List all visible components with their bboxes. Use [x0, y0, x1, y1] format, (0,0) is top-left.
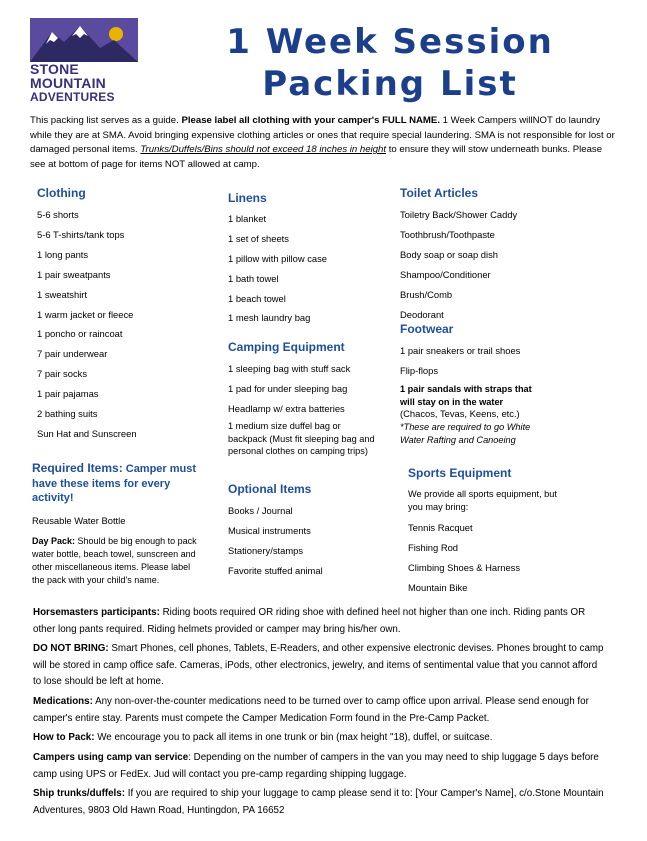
list-item: 1 sweatshirt	[37, 289, 88, 300]
list-item: 2 bathing suits	[37, 408, 98, 419]
medications-label: Medications:	[33, 696, 93, 707]
list-item: 5-6 shorts	[37, 209, 79, 220]
list-item: 1 poncho or raincoat	[37, 328, 123, 339]
camping-heading: Camping Equipment	[228, 340, 345, 354]
toilet-heading: Toilet Articles	[400, 186, 479, 200]
intro-text-1: This packing list serves as a guide.	[30, 115, 182, 126]
linens-heading: Linens	[228, 191, 267, 205]
day-pack-note	[32, 535, 197, 587]
list-item: Sun Hat and Sunscreen	[37, 428, 137, 439]
horsemasters-text: Riding boots required OR riding shoe with defined heel not higher than one inch. Riding pants OR other long pants required. Riding helmets provided or camper may bring his/her own.	[33, 607, 586, 635]
horsemasters-label: Horsemasters participants:	[33, 607, 160, 618]
list-item: Flip-flops	[400, 365, 439, 376]
how-to-pack-text: We encourage you to pack all items in one trunk or bin (max height "18), duffel, or suitcase.	[94, 732, 493, 743]
do-not-bring-paragraph	[33, 641, 608, 691]
list-item: 7 pair socks	[37, 368, 88, 379]
list-item: Fishing Rod	[408, 542, 459, 553]
list-item: 1 pad for under sleeping bag	[228, 383, 348, 394]
list-item: 1 blanket	[228, 213, 267, 224]
list-item: Body soap or soap dish	[400, 249, 498, 260]
page-title-line-1: 1 Week Session	[226, 22, 554, 62]
intro-italic: Trunks/Duffels/Bins should not exceed 18 inches in height	[140, 144, 387, 155]
list-item: Shampoo/Conditioner	[400, 269, 491, 280]
water-bottle-item: Reusable Water Bottle	[32, 515, 126, 526]
list-item: Mountain Bike	[408, 582, 468, 593]
van-service-text: : Depending on the number of campers in the van you may need to ship luggage 5 days before camp using UPS or FedEx. Jud will contact you pre-camp regarding shipping luggage.	[33, 752, 599, 780]
footwear-heading: Footwear	[400, 322, 454, 336]
page-title-line-2: Packing List	[262, 64, 518, 104]
do-not-bring-text: Smart Phones, cell phones, Tablets, E-Readers, and other expensive electronic devises. Phones brought to camp will be stored in camp office safe. Cameras, iPods, other electronics, jewelry, and items of sentimental value that you cannot afford to lose should be left at home.	[33, 643, 604, 687]
list-item: Deodorant	[400, 309, 444, 320]
list-item: 1 sleeping bag with stuff sack	[228, 363, 351, 374]
intro-text-3: to ensure they will stow underneath bunks. Please see at bottom of page for items NOT allowed at camp.	[30, 144, 603, 170]
logo	[30, 18, 138, 104]
sports-intro: We provide all sports equipment, but you may bring:	[408, 489, 557, 512]
horsemasters-paragraph	[33, 605, 608, 638]
van-service-paragraph	[33, 750, 608, 783]
list-item: Favorite stuffed animal	[228, 565, 323, 576]
how-to-pack-paragraph	[33, 730, 608, 747]
day-pack-label: Day Pack:	[32, 536, 76, 546]
mountain-logo-icon	[30, 18, 138, 62]
sandals-note: *These are required to go White Water Rafting and Canoeing	[400, 422, 531, 445]
duffel-item: 1 medium size duffel bag or backpack (Must fit sleeping bag and personal clothes on camping trips)	[228, 421, 375, 456]
required-items-label: Required Items:	[32, 461, 123, 475]
list-item: 1 mesh laundry bag	[228, 312, 311, 323]
list-item: Climbing Shoes & Harness	[408, 562, 521, 573]
list-item: Musical instruments	[228, 525, 311, 536]
list-item: 7 pair underwear	[37, 348, 108, 359]
list-item: Toiletry Back/Shower Caddy	[400, 209, 518, 220]
ship-trunks-label: Ship trunks/duffels:	[33, 788, 125, 799]
day-pack-text: Should be big enough to pack water bottle, beach towel, sunscreen and other miscellaneous items. Please label the pack with your child's name.	[32, 536, 197, 585]
logo-text-2: MOUNTAIN	[30, 75, 106, 91]
do-not-bring-label: DO NOT BRING:	[33, 643, 109, 654]
medications-paragraph	[33, 694, 608, 727]
intro-text-2: 1 Week Campers willNOT do laundry while they are at SMA. Avoid bringing expensive clothing articles or ones that require special laundering. SMA is not responsible for lost or damaged personal items.	[30, 115, 615, 155]
list-item: Brush/Comb	[400, 289, 453, 300]
optional-heading: Optional Items	[228, 482, 312, 496]
required-items-subheading: Camper must have these items for every activity!	[32, 463, 197, 504]
list-item: 1 warm jacket or fleece	[37, 309, 134, 320]
list-item: Books / Journal	[228, 505, 293, 516]
van-service-label: Campers using camp van service	[33, 752, 189, 763]
sandals-bold: 1 pair sandals with straps that will stay on in the water	[400, 384, 532, 407]
required-items-heading	[32, 461, 207, 506]
ship-trunks-paragraph	[33, 786, 608, 819]
list-item: 1 pair sweatpants	[37, 269, 111, 280]
sports-heading: Sports Equipment	[408, 466, 512, 480]
sandals-brands: (Chacos, Tevas, Keens, etc.)	[400, 408, 520, 419]
how-to-pack-label: How to Pack:	[33, 732, 95, 743]
intro-bold: Please label all clothing with your camper's FULL NAME.	[181, 115, 440, 126]
medications-text: Any non-over-the-counter medications need to be turned over to camp office upon arrival. Please send enough for camper's entire stay. Parents must compete the Camper Medication Form found in the Pre-Camp Packet.	[33, 696, 589, 724]
sandals-item	[400, 383, 548, 408]
clothing-heading: Clothing	[37, 186, 86, 200]
list-item: Tennis Racquet	[408, 522, 473, 533]
intro-paragraph	[30, 114, 615, 172]
list-item: Stationery/stamps	[228, 545, 304, 556]
list-item: 1 pillow with pillow case	[228, 253, 328, 264]
list-item: 1 pair sneakers or trail shoes	[400, 345, 521, 356]
list-item: 1 set of sheets	[228, 233, 289, 244]
list-item: 1 bath towel	[228, 273, 279, 284]
ship-trunks-text: If you are required to ship your luggage to camp please send it to: [Your Camper's Name], c/o.Stone Mountain Adventures, 9803 Old Hawn Road, Huntingdon, PA 16652	[33, 788, 604, 816]
list-item: 1 pair pajamas	[37, 388, 99, 399]
list-item: Headlamp w/ extra batteries	[228, 403, 345, 414]
logo-text-3: ADVENTURES	[30, 90, 115, 104]
list-item: Toothbrush/Toothpaste	[400, 229, 495, 240]
list-item: 5-6 T-shirts/tank tops	[37, 229, 125, 240]
logo-text-1: STONE	[30, 61, 79, 77]
list-item: 1 beach towel	[228, 293, 286, 304]
list-item: 1 long pants	[37, 249, 89, 260]
